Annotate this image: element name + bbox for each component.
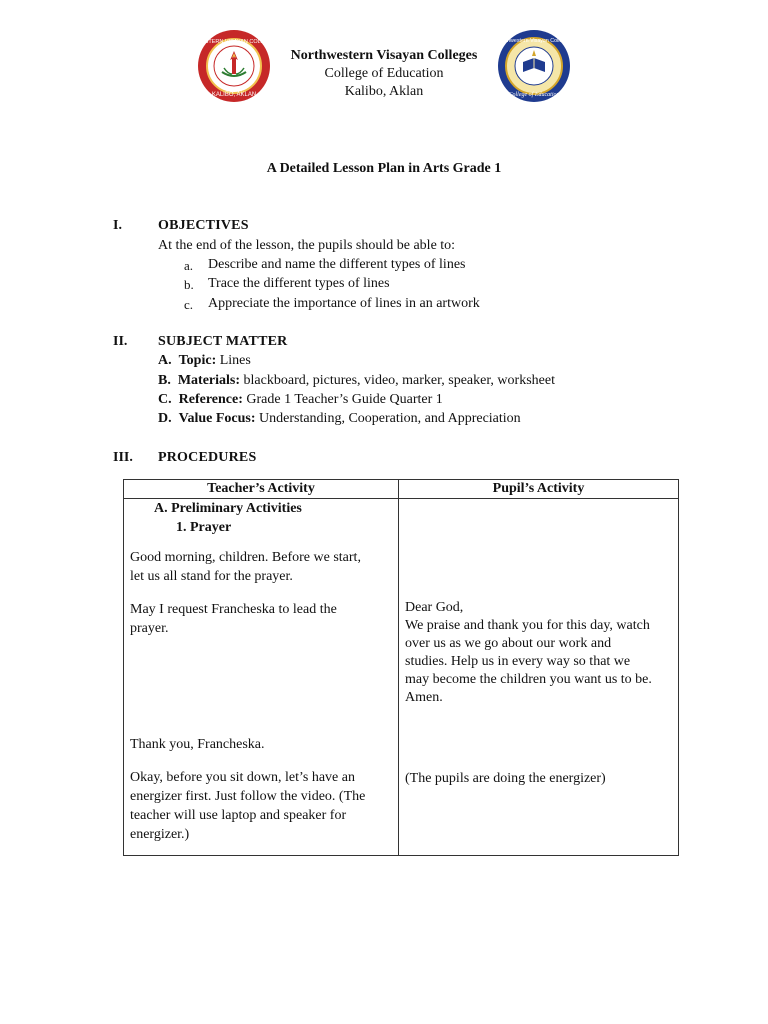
teacher-line: Good morning, children. Before we start,	[130, 550, 361, 565]
department-name: College of Education	[324, 66, 444, 81]
svg-text:KALIBO, AKLAN: KALIBO, AKLAN	[211, 92, 257, 98]
subject-matter-item: A. Topic: Lines	[158, 353, 251, 368]
svg-text:Northwestern Visayan Colleges: Northwestern Visayan Colleges	[497, 38, 571, 44]
subject-matter-item: C. Reference: Grade 1 Teacher’s Guide Quarter 1	[158, 392, 443, 407]
pupil-activity-cell	[399, 499, 679, 856]
teacher-line: energizer.)	[130, 827, 190, 842]
college-location: Kalibo, Aklan	[344, 84, 424, 99]
teacher-line: Thank you, Francheska.	[130, 737, 265, 752]
objectives-intro: At the end of the lesson, the pupils should be able to:	[158, 238, 456, 253]
teacher-line: energizer first. Just follow the video. (The	[130, 789, 366, 804]
svg-text:NORTHWESTERN VISAYAN COLLEGES: NORTHWESTERN VISAYAN COLLEGES INC.	[176, 39, 292, 45]
subheading-prayer: 1. Prayer	[176, 520, 232, 535]
teacher-line: let us all stand for the prayer.	[130, 569, 293, 584]
section-numeral: II.	[113, 334, 128, 349]
objective-item: Trace the different types of lines	[208, 276, 390, 291]
teacher-line: teacher will use laptop and speaker for	[130, 808, 347, 823]
procedures-heading: PROCEDURES	[158, 450, 257, 465]
college-name: Northwestern Visayan Colleges	[290, 48, 478, 63]
objectives-heading: OBJECTIVES	[158, 218, 249, 233]
subject-matter-heading: SUBJECT MATTER	[158, 334, 288, 349]
document-title: A Detailed Lesson Plan in Arts Grade 1	[266, 161, 502, 176]
subject-matter-item: B. Materials: blackboard, pictures, video, marker, speaker, worksheet	[158, 373, 555, 388]
objective-item: Describe and name the different types of lines	[208, 257, 466, 272]
pupil-line: over us as we go about our work and	[405, 636, 612, 651]
section-numeral: III.	[113, 450, 133, 465]
pupil-line: We praise and thank you for this day, watch	[405, 618, 650, 633]
objective-item: Appreciate the importance of lines in an artwork	[208, 296, 480, 311]
teacher-activity-cell	[124, 499, 399, 856]
teacher-line: May I request Francheska to lead the	[130, 602, 337, 617]
pupil-line: may become the children you want us to be.	[405, 672, 652, 687]
teacher-line: Okay, before you sit down, let’s have an	[130, 770, 355, 785]
teacher-line: prayer.	[130, 621, 169, 636]
subject-matter-item: D. Value Focus: Understanding, Cooperation, and Appreciation	[158, 411, 521, 426]
objective-letter: b.	[184, 277, 194, 292]
section-numeral: I.	[113, 218, 122, 233]
pupil-line: (The pupils are doing the energizer)	[405, 771, 606, 786]
objective-letter: c.	[184, 297, 194, 312]
pupil-activity-header: Pupil’s Activity	[399, 480, 679, 499]
procedures-table	[123, 479, 679, 856]
objective-letter: a.	[184, 258, 194, 273]
pupil-line: Amen.	[405, 690, 443, 705]
svg-text:College of Education: College of Education	[508, 92, 560, 98]
pupil-line: studies. Help us in every way so that we	[405, 654, 631, 669]
teacher-activity-header: Teacher’s Activity	[124, 480, 399, 499]
subheading-preliminary: A. Preliminary Activities	[154, 501, 302, 516]
pupil-line: Dear God,	[405, 600, 464, 615]
